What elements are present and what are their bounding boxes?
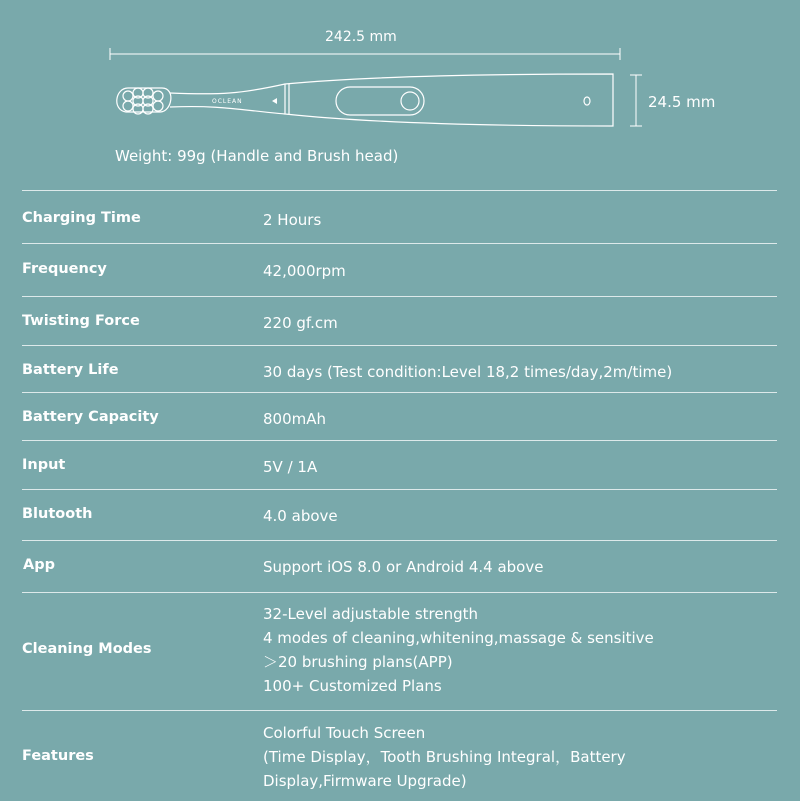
- spec-label: Battery Life: [22, 362, 119, 378]
- spec-value: 800mAh: [263, 410, 327, 428]
- spec-value: Support iOS 8.0 or Android 4.4 above: [263, 558, 544, 576]
- spec-value: 4.0 above: [263, 507, 338, 525]
- spec-value: 220 gf.cm: [263, 314, 338, 332]
- spec-row-app: [22, 540, 777, 593]
- spec-label: App: [23, 557, 55, 573]
- spec-value: 42,000rpm: [263, 262, 346, 280]
- spec-value: 5V / 1A: [263, 458, 318, 476]
- spec-value: 2 Hours: [263, 211, 322, 229]
- spec-row-features: [22, 710, 777, 801]
- spec-value: 32-Level adjustable strength 4 modes of cleaning,whitening,massage & sensitive ＞20 brushing plans(APP) 100+ Customized Plans: [263, 605, 654, 695]
- spec-row-cleaning-modes: [22, 592, 777, 711]
- spec-row-frequency: [22, 243, 777, 297]
- toothbrush-outline: [117, 74, 613, 126]
- length-label: 242.5 mm: [325, 29, 397, 45]
- spec-row-input: [22, 440, 777, 490]
- spec-value: 30 days (Test condition:Level 18,2 times/day,2m/time): [263, 363, 673, 381]
- width-label: 24.5 mm: [648, 93, 716, 111]
- spec-row-battery-life: [22, 345, 777, 393]
- toothbrush-diagram: [0, 0, 800, 190]
- spec-label: Features: [22, 748, 94, 764]
- brand-label: OCLEAN: [212, 98, 243, 105]
- spec-value: Colorful Touch Screen (Time Display，Tooth Brushing Integral，Battery Display,Firmware Upgrade): [263, 724, 626, 790]
- spec-label: Cleaning Modes: [22, 641, 152, 657]
- spec-row-battery-capacity: [22, 392, 777, 441]
- spec-label: Blutooth: [22, 506, 93, 522]
- spec-row-twisting-force: [22, 296, 777, 346]
- spec-label: Frequency: [22, 261, 107, 277]
- spec-label: Twisting Force: [22, 313, 140, 329]
- spec-label: Input: [22, 457, 66, 473]
- spec-label: Charging Time: [22, 210, 141, 226]
- weight-label: Weight: 99g (Handle and Brush head): [115, 147, 399, 165]
- spec-row-bluetooth: [22, 489, 777, 541]
- spec-label: Battery Capacity: [22, 409, 159, 425]
- spec-row-charging-time: [22, 190, 777, 244]
